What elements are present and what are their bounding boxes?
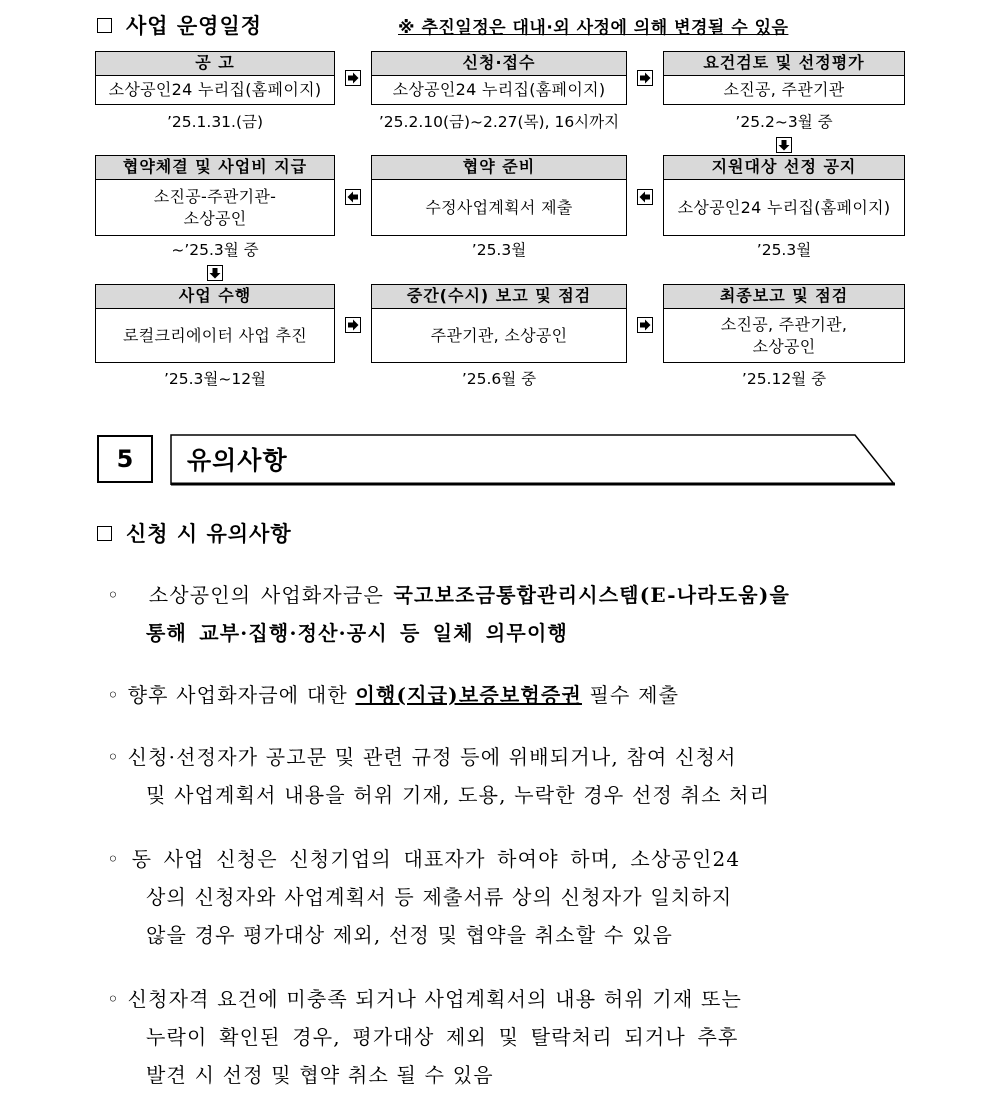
step-title: 사업 수행: [96, 285, 334, 309]
step-box-evaluation: [663, 51, 905, 105]
arrow-right-icon: [637, 317, 653, 333]
step-body: 소진공, 주관기관, 소상공인: [720, 314, 848, 356]
cautions-heading: [97, 518, 292, 548]
caution-item-5-line-1: [107, 983, 742, 1012]
arrow-left-icon: [637, 189, 653, 205]
caution-item-1-line-1: [107, 579, 790, 608]
step-box-contract: [95, 155, 335, 236]
step-body: 소상공인24 누리집(홈페이지): [392, 80, 606, 99]
arrow-down-icon: [207, 265, 223, 281]
bullet-icon: ◦: [107, 745, 120, 769]
step-date: ’25.2~3월 중: [735, 113, 833, 131]
caution-text: 신청·선정자가 공고문 및 관련 규정 등에 위배되거나, 참여 신청서: [127, 745, 737, 769]
cautions-heading-text: 신청 시 유의사항: [126, 522, 292, 546]
step-title: 협약체결 및 사업비 지급: [96, 156, 334, 180]
checkbox-square-icon: [97, 526, 112, 541]
caution-item-5-line-2: 누락이 확인된 경우, 평가대상 제외 및 탈락처리 되거나 추후: [146, 1025, 739, 1049]
step-date: ’25.3월: [471, 241, 527, 259]
step-title: 최종보고 및 점검: [664, 285, 904, 309]
step-date: ~’25.3월 중: [171, 241, 259, 259]
caution-item-2-line-1: [107, 679, 679, 708]
caution-text: 소상공인의 사업화자금은: [148, 583, 394, 607]
caution-item-4-line-3: 않을 경우 평가대상 제외, 선정 및 협약을 취소할 수 있음: [146, 923, 674, 947]
caution-text: 향후 사업화자금에 대한: [127, 683, 356, 707]
checkbox-square-icon: [97, 18, 112, 33]
step-body: 수정사업계획서 제출: [425, 197, 573, 217]
step-title: 공 고: [96, 52, 334, 76]
caution-text: 동 사업 신청은 신청기업의 대표자가 하여야 하며, 소상공인24: [131, 847, 741, 871]
arrow-down-icon: [776, 137, 792, 153]
step-date: ’25.12월 중: [741, 370, 827, 388]
step-body: 소진공-주관기관- 소상공인: [153, 186, 277, 228]
step-date: ’25.1.31.(금): [166, 113, 264, 131]
caution-emphasis: 이행(지급)보증보험증권: [355, 683, 582, 707]
step-box-final-report: [663, 284, 905, 363]
arrow-left-icon: [345, 189, 361, 205]
step-box-selection-notice: [663, 155, 905, 236]
schedule-note: ※ 추진일정은 대내·외 사정에 의해 변경될 수 있음: [398, 18, 789, 38]
step-date: ’25.2.10(금)~2.27(목), 16시까지: [378, 113, 620, 131]
schedule-heading-text: 사업 운영일정: [126, 14, 263, 38]
arrow-right-icon: [345, 70, 361, 86]
bullet-icon: ◦: [107, 987, 120, 1011]
section-title: 유의사항: [187, 446, 288, 475]
caution-item-3-line-2: 및 사업계획서 내용을 허위 기재, 도용, 누락한 경우 선정 취소 처리: [146, 783, 771, 807]
section-number: 5: [97, 435, 153, 483]
step-box-contract-prep: [371, 155, 627, 236]
arrow-right-icon: [345, 317, 361, 333]
caution-text: 신청자격 요건에 미충족 되거나 사업계획서의 내용 허위 기재 또는: [127, 987, 743, 1011]
step-box-announcement: [95, 51, 335, 105]
bullet-icon: ◦: [107, 847, 120, 871]
step-date: ’25.3월: [756, 241, 812, 259]
step-box-application: [371, 51, 627, 105]
caution-text: 필수 제출: [581, 683, 680, 707]
step-body: 로컬크리에이터 사업 추진: [122, 325, 308, 345]
bullet-icon: ◦: [107, 583, 120, 607]
step-title: 지원대상 선정 공지: [664, 156, 904, 180]
step-title: 신청·접수: [372, 52, 626, 76]
step-body: 소진공, 주관기관: [723, 80, 845, 99]
step-box-interim-report: [371, 284, 627, 363]
caution-item-4-line-1: [107, 843, 740, 872]
step-title: 협약 준비: [372, 156, 626, 180]
step-date: ’25.6월 중: [461, 370, 537, 388]
bullet-icon: ◦: [107, 683, 120, 707]
caution-item-4-line-2: 상의 신청자와 사업계획서 등 제출서류 상의 신청자가 일치하지: [146, 885, 733, 909]
schedule-heading: [97, 10, 262, 40]
step-body: 주관기관, 소상공인: [430, 325, 568, 345]
caution-item-5-line-3: 발견 시 선정 및 협약 취소 될 수 있음: [146, 1063, 494, 1087]
step-box-execution: [95, 284, 335, 363]
caution-item-1-line-2: 통해 교부·집행·정산·공시 등 일체 의무이행: [146, 621, 568, 645]
step-body: 소상공인24 누리집(홈페이지): [677, 197, 891, 217]
caution-emphasis: 국고보조금통합관리시스템(E-나라도움)을: [393, 583, 791, 607]
step-title: 중간(수시) 보고 및 점검: [372, 285, 626, 309]
step-title: 요건검토 및 선정평가: [664, 52, 904, 76]
step-date: ’25.3월~12월: [163, 370, 267, 388]
step-body: 소상공인24 누리집(홈페이지): [108, 80, 322, 99]
caution-item-3-line-1: [107, 741, 737, 770]
arrow-right-icon: [637, 70, 653, 86]
